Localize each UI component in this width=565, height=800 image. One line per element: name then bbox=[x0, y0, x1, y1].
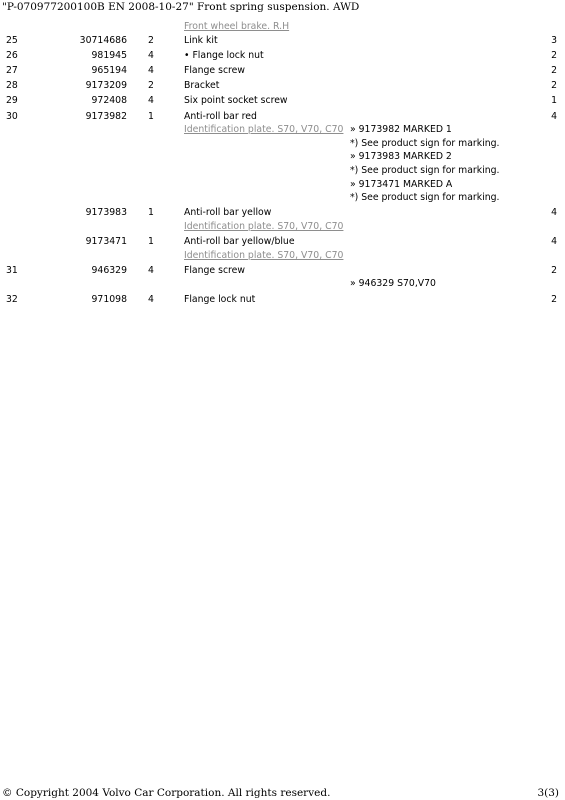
description-cell: Bracket bbox=[184, 80, 220, 92]
quantity-cell: 1 bbox=[148, 236, 154, 248]
reference-link[interactable]: Identification plate. S70, V70, C70 bbox=[184, 249, 344, 261]
quantity-cell: 4 bbox=[148, 264, 154, 276]
copyright-text: © Copyright 2004 Volvo Car Corporation. All rights reserved. bbox=[2, 787, 331, 799]
reference-count-cell: 4 bbox=[551, 236, 557, 248]
description-cell: Flange screw bbox=[184, 64, 245, 76]
note-cell: *) See product sign for marking. bbox=[350, 192, 500, 204]
part-row bbox=[0, 49, 565, 63]
part-detail-row bbox=[0, 150, 565, 164]
quantity-cell: 4 bbox=[148, 64, 154, 76]
part-detail-row bbox=[0, 164, 565, 178]
reference-count-cell: 2 bbox=[551, 80, 557, 92]
note-cell: » 9173471 MARKED A bbox=[350, 178, 453, 190]
part-number-cell: 946329 bbox=[91, 264, 127, 276]
quantity-cell: 4 bbox=[148, 293, 154, 305]
part-row bbox=[0, 264, 565, 278]
part-row bbox=[0, 110, 565, 124]
reference-count-cell: 4 bbox=[551, 207, 557, 219]
part-detail-row bbox=[0, 137, 565, 151]
page-footer bbox=[2, 787, 559, 799]
quantity-cell: 2 bbox=[148, 80, 154, 92]
part-row bbox=[0, 293, 565, 307]
part-row bbox=[0, 79, 565, 93]
page-number: 3(3) bbox=[537, 787, 559, 799]
description-cell: Flange screw bbox=[184, 264, 245, 276]
part-row bbox=[0, 64, 565, 78]
part-detail-row bbox=[0, 20, 565, 34]
quantity-cell: 4 bbox=[148, 49, 154, 61]
quantity-cell: 1 bbox=[148, 207, 154, 219]
quantity-cell: 1 bbox=[148, 110, 154, 122]
position-cell: 29 bbox=[6, 95, 18, 107]
part-detail-row bbox=[0, 191, 565, 205]
description-cell: Anti-roll bar red bbox=[184, 110, 257, 122]
part-number-cell: 9173982 bbox=[85, 110, 127, 122]
position-cell: 32 bbox=[6, 293, 18, 305]
part-row bbox=[0, 206, 565, 220]
reference-count-cell: 2 bbox=[551, 293, 557, 305]
part-number-cell: 972408 bbox=[91, 95, 127, 107]
note-cell: *) See product sign for marking. bbox=[350, 164, 500, 176]
document-title: "P-070977200100B EN 2008-10-27" Front spring suspension. AWD bbox=[2, 1, 360, 13]
part-number-cell: 965194 bbox=[91, 64, 127, 76]
position-cell: 28 bbox=[6, 80, 18, 92]
parts-list bbox=[0, 20, 565, 306]
part-detail-row bbox=[0, 277, 565, 291]
part-number-cell: 9173983 bbox=[85, 207, 127, 219]
part-detail-row bbox=[0, 220, 565, 234]
description-cell: Anti-roll bar yellow/blue bbox=[184, 236, 295, 248]
reference-link[interactable]: Identification plate. S70, V70, C70 bbox=[184, 220, 344, 232]
position-cell: 26 bbox=[6, 49, 18, 61]
position-cell: 31 bbox=[6, 264, 18, 276]
reference-count-cell: 1 bbox=[551, 95, 557, 107]
description-cell: Link kit bbox=[184, 34, 218, 46]
reference-count-cell: 2 bbox=[551, 64, 557, 76]
position-cell: 30 bbox=[6, 110, 18, 122]
note-cell: » 9173982 MARKED 1 bbox=[350, 124, 452, 136]
reference-count-cell: 2 bbox=[551, 49, 557, 61]
description-cell: Flange lock nut bbox=[184, 293, 256, 305]
part-number-cell: 9173471 bbox=[85, 236, 127, 248]
quantity-cell: 4 bbox=[148, 95, 154, 107]
part-detail-row bbox=[0, 178, 565, 192]
note-cell: » 946329 S70,V70 bbox=[350, 278, 436, 290]
part-number-cell: 971098 bbox=[91, 293, 127, 305]
position-cell: 27 bbox=[6, 64, 18, 76]
position-cell: 25 bbox=[6, 34, 18, 46]
part-detail-row bbox=[0, 123, 565, 137]
reference-count-cell: 3 bbox=[551, 34, 557, 46]
part-row bbox=[0, 34, 565, 48]
part-number-cell: 30714686 bbox=[79, 34, 127, 46]
part-row bbox=[0, 235, 565, 249]
parts-list-body bbox=[0, 20, 565, 306]
reference-count-cell: 2 bbox=[551, 264, 557, 276]
description-cell: Anti-roll bar yellow bbox=[184, 207, 272, 219]
part-number-cell: 981945 bbox=[91, 49, 127, 61]
reference-link[interactable]: Front wheel brake. R.H bbox=[184, 21, 290, 32]
reference-link[interactable]: Identification plate. S70, V70, C70 bbox=[184, 124, 344, 136]
quantity-cell: 2 bbox=[148, 34, 154, 46]
description-cell: • Flange lock nut bbox=[184, 49, 264, 61]
description-cell: Six point socket screw bbox=[184, 95, 288, 107]
part-number-cell: 9173209 bbox=[85, 80, 127, 92]
part-detail-row bbox=[0, 249, 565, 263]
part-row bbox=[0, 94, 565, 108]
note-cell: » 9173983 MARKED 2 bbox=[350, 151, 452, 163]
reference-count-cell: 4 bbox=[551, 110, 557, 122]
note-cell: *) See product sign for marking. bbox=[350, 137, 500, 149]
